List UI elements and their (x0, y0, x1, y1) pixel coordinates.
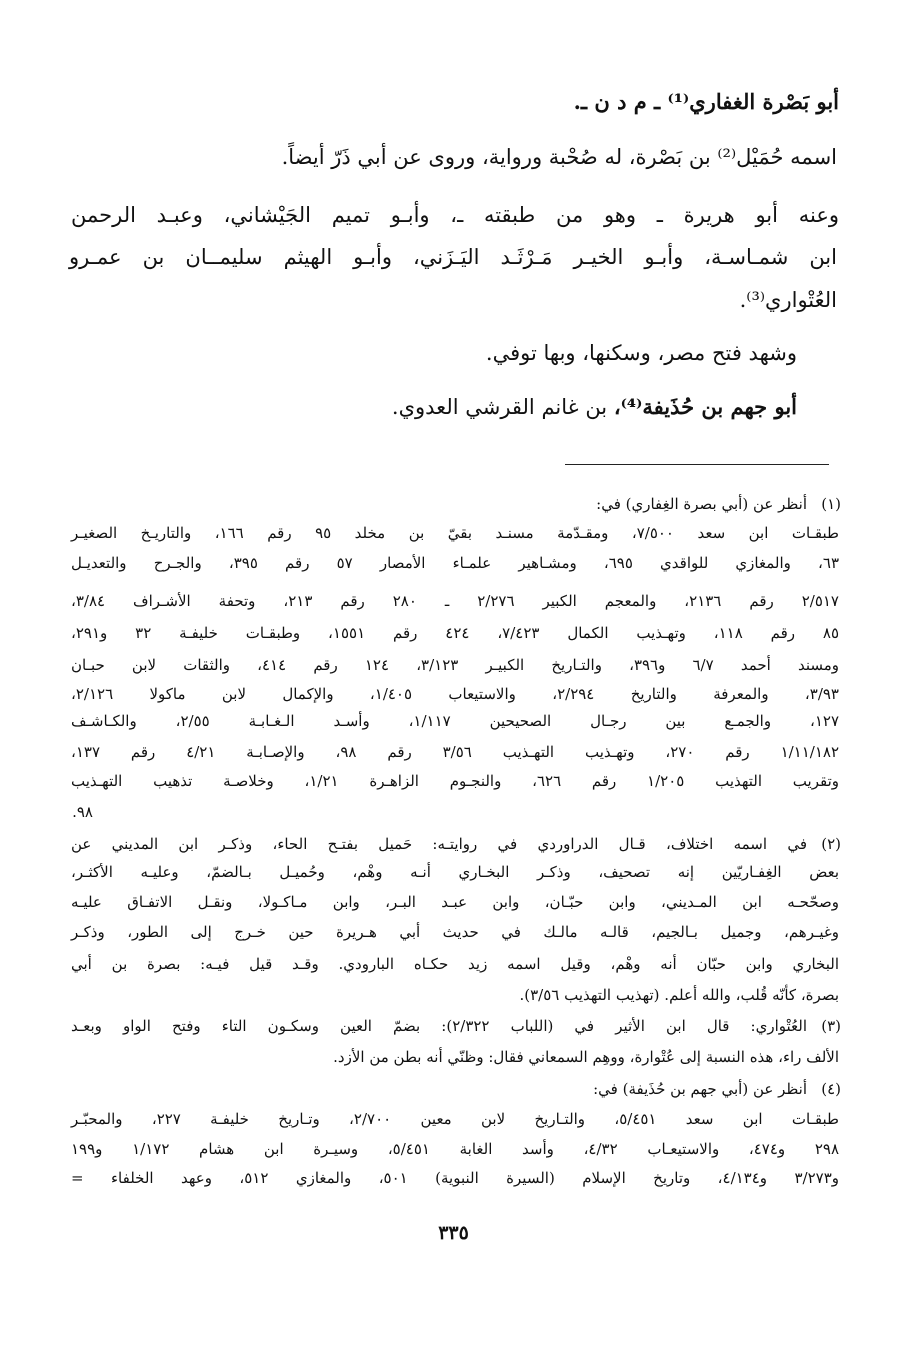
footnote-1-line: ١/١١/١٨٢ رقم ٢٧٠، وتهـذيب التهـذيب ٣/٥٦ رقم ٩٨، والإصـابـة ٤/٢١ رقم ١٣٧، (71, 743, 840, 761)
footnote-1-line: ٩٨. (72, 803, 93, 821)
paragraph-narrators-line3: العُتْواري⁽³⁾. (739, 288, 837, 312)
footnote-separator (565, 464, 829, 465)
footnote-number-3: (٣) (821, 1017, 841, 1035)
footnote-2-line: وصحّحـه ابن المـديني، وابن حبّـان، وابن عبـد البـر، وابن مـاكـولا، ونقـل الاتفـاق عليـه (71, 893, 839, 911)
footnote-2-line: وغيـرهم، وجميل بـالجيم، قالـه مالـك في حديث أبي هـريرة حين خـرج إلى الطور، وذكـر (71, 923, 839, 941)
paragraph-narrators-line2: ابن شمـاسـة، وأبـو الخيـر مَـرْثَـد اليَـزَني، وأبـو الهيثم سليمــان بن عمـرو (69, 245, 837, 269)
footnote-1-line: ١٢٧، والجمـع بين رجـال الصحيحين ١/١١٧، وأسـد الـغـابـة ٢/٥٥، والكـاشـف (71, 712, 839, 730)
footnote-1-line: ٣/٩٣، والمعرفة والتاريخ ٢/٢٩٤، والاستيعاب ١/٤٠٥، والإكمال لابن ماكولا ٢/١٢٦، (71, 685, 839, 703)
footnote-4-line: طبقـات ابن سعد ٥/٤٥١، والتـاريخ لابن معين ٢/٧٠٠، وتـاريخ خليفـة ٢٢٧، والمحبّـر (71, 1110, 839, 1128)
footnote-number-1: (١) (821, 495, 841, 513)
footnote-number-2: (٢) (821, 835, 841, 853)
footnote-2-line: بعض الغِفـاريّين إنه تصحيف، وذكـر البخـاري أنـه وهْم، وحُميـل بـالضمّ، وعليـه الأكثـر، (71, 863, 839, 881)
footnote-1-line: وتقريب التهذيب ١/٢٠٥ رقم ٦٢٦، والنجـوم الزاهـرة ١/٢١، وخلاصـة تذهيب التهـذيب (71, 772, 839, 790)
page-number: ٣٣٥ (438, 1222, 469, 1244)
paragraph-name: اسمه حُمَيْل⁽²⁾ بن بَصْرة، له صُحْبة ورواية، وروى عن أبي ذَرّ أيضاً. (281, 145, 837, 169)
paragraph-narrators-line1: وعنه أبو هريرة ـ وهو من طبقته ـ، وأبـو تميم الجَيْشاني، وعبـد الرحمن (71, 203, 839, 227)
footnote-1-line: طبقـات ابن سعد ٧/٥٠٠، ومقـدّمة مسنـد بقيّ بن مخلد ٩٥ رقم ١٦٦، والتاريـخ الصغيـر (71, 524, 839, 542)
footnote-number-4: (٤) (821, 1080, 841, 1098)
footnote-1-line: ومسند أحمد ٦/٧ و٣٩٦، والتـاريخ الكبيـر ٣/١٢٣، ١٢٤ رقم ٤١٤، والثقات لابن حبـان (71, 656, 840, 674)
footnote-2-line: البخاري وابن حبّان أنه وهْم، وقيل اسمه زيد حكـاه البارودي. وقـد قيل فيـه: بصرة بن أبي (71, 955, 839, 973)
footnote-1-line: أنظر عن (أبي بصرة الغِفاري) في: (596, 495, 807, 513)
footnote-2-line: في اسمه اختلاف، قـال الدراوردي في روايتـه: حَميل بفتـح الحاء، وذكـر ابن المديني عن (71, 835, 807, 853)
entry-heading-abu-jahm (392, 392, 797, 422)
footnote-4-line: ٢٩٨ و٤٧٤، والاستيعـاب ٤/٣٢، وأسد الغابة ٥/٤٥١، وسيـرة ابن هشام ١/١٧٢ و١٩٩ (71, 1140, 840, 1158)
footnote-1-line: ٨٥ رقم ١١٨، وتهـذيب الكمال ٧/٤٢٣، ٤٢٤ رقم ١٥٥١، وطبقـات خليفـة ٣٢ و٢٩١، (71, 624, 840, 642)
footnote-4-line: و٣/٢٧٣ و٤/١٣٤، وتاريخ الإسلام (السيرة النبوية) ٥٠١، والمغازي ٥١٢، وعهد الخلفاء = (71, 1169, 839, 1187)
paragraph-death: وشهد فتح مصر، وسكنها، وبها توفي. (485, 341, 797, 365)
entry-heading-abu-jahm-lineage: بن غانم القرشي العدوي. (391, 395, 614, 419)
footnote-4-line: أنظر عن (أبي جهم بن حُذَيفة) في: (593, 1080, 807, 1098)
footnote-2-line: بصرة، كأنّه قُلب، والله أعلم. (تهذيب التهذيب ٣/٥٦). (519, 986, 839, 1004)
entry-heading-abu-basra: أبو بَصْرة الغفاري⁽¹⁾ ـ م د ن ـ. (573, 89, 839, 114)
footnote-1-line: ٦٣، والمغازي للواقدي ٦٩٥، ومشـاهير علمـاء الأمصار ٥٧ رقم ٣٩٥، والجـرح والتعديـل (71, 554, 840, 572)
entry-heading-abu-jahm-name: أبو جهم بن حُذَيفة⁽⁴⁾، (613, 394, 797, 419)
footnote-3-line: العُتْواري: قال ابن الأثير في (اللباب ٢/٣٢٢): بضمّ العين وسكـون التاء وفتح الواو وبعـد (71, 1017, 808, 1035)
footnote-1-line: ٢/٥١٧ رقم ٢١٣٦، والمعجم الكبير ٢/٢٧٦ ـ ٢٨٠ رقم ٢١٣، وتحفة الأشـراف ٣/٨٤، (71, 592, 839, 610)
footnote-3-line: الألف راء، هذه النسبة إلى عُتْوارة، ووهِم السمعاني فقال: وظنّي أنه بطن من الأزد. (333, 1048, 839, 1066)
